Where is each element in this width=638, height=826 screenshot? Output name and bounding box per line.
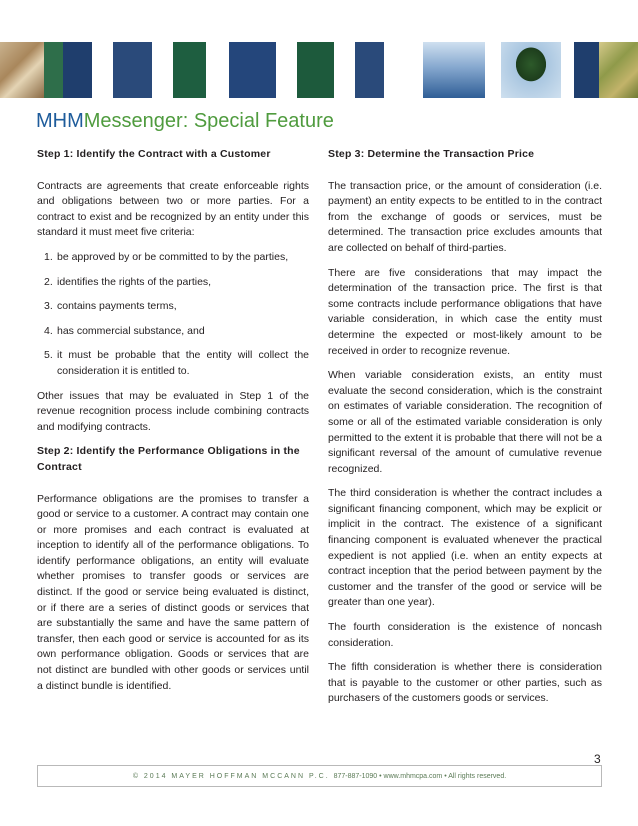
- banner-tile: [574, 42, 599, 98]
- step3-heading: Step 3: Determine the Transaction Price: [328, 148, 535, 160]
- step1-other-issues: Other issues that may be evaluated in Step 1 of the revenue recognition process include combining contracts and modifying contracts.: [37, 389, 309, 433]
- step3-paragraph: The third consideration is whether the contract includes a significant financing component, which may be explicit or implicit in the contract. The existence of a significant financing component is evaluated whenever the practical expedient is not applied (i.e. when an entity expects at contract inception that the period between payment by the customer and the transfer of the good or service will be greater than one year).: [328, 487, 602, 609]
- banner-tile: [63, 42, 92, 98]
- footer: [37, 765, 602, 787]
- banner-tile: [0, 42, 44, 98]
- banner-gap: [485, 42, 500, 98]
- left-column: [37, 147, 309, 694]
- banner-tile: [355, 42, 384, 98]
- step1-heading: Step 1: Identify the Contract with a Customer: [37, 148, 271, 160]
- step3-paragraph: The fifth consideration is whether there is consideration that is payable to the customer or other parties, such as purchasers of the customers goods or services.: [328, 661, 602, 705]
- banner-gap: [92, 42, 113, 98]
- list-item: 5. it must be probable that the entity will collect the consideration it is entitled to.: [44, 349, 309, 377]
- brand-mark: MHM: [36, 110, 84, 132]
- banner-tree-photo: [501, 42, 561, 98]
- list-item: 2. identifies the rights of the parties,: [44, 275, 212, 288]
- banner-tile: [44, 42, 63, 98]
- header-banner: [0, 42, 638, 98]
- banner-tile: [229, 42, 275, 98]
- footer-copyright: © 2014 MAYER HOFFMAN MCCANN P.C.: [132, 772, 330, 780]
- list-item: 1. be approved by or be committed to by the parties,: [44, 250, 289, 263]
- banner-money-photo: [599, 42, 638, 98]
- page-title: [36, 109, 334, 133]
- banner-gap: [206, 42, 229, 98]
- step3-paragraph: The fourth consideration is the existence of noncash consideration.: [328, 621, 602, 649]
- footer-contact: 877-887-1090 • www.mhmcpa.com • All rights reserved.: [333, 772, 507, 780]
- list-item: 3. contains payments terms,: [44, 300, 177, 313]
- title-text: Messenger: Special Feature: [83, 110, 334, 132]
- banner-tile: [297, 42, 334, 98]
- step2-heading: Step 2: Identify the Performance Obligations in the Contract: [37, 445, 300, 473]
- step2-body: Performance obligations are the promises to transfer a good or service to a customer. A contract may contain one or more promises and each contract is evaluated at inception to identify all of the performance obligations. To identify performance obligations, an entity will evaluate whether promises to transfer goods or services are distinct. If the good or service being evaluated is distinct, or if there are a series of distinct goods or services that are substantially the same and have the same pattern of transfer, then each good or service is accounted for as its own performance obligation. Goods or services that are not distinct are bundled with other goods or services until a distinct bundle is identified.: [37, 492, 309, 692]
- step1-intro: Contracts are agreements that create enforceable rights and obligations between two or more parties. For a contract to exist and be recognized by an entity under this standard it must meet five criteria:: [37, 179, 309, 239]
- banner-tile: [113, 42, 152, 98]
- page-number: 3: [594, 752, 601, 766]
- banner-gap: [334, 42, 355, 98]
- banner-gap: [561, 42, 575, 98]
- list-item: 4. has commercial substance, and: [44, 324, 205, 337]
- banner-gap: [276, 42, 297, 98]
- step3-paragraph: The transaction price, or the amount of consideration (i.e. payment) an entity expects to be entitled to in the contract from the exchange of goods or services, must be determined. The transaction price excludes amounts that are collected on behalf of third-parties.: [328, 179, 602, 254]
- step3-paragraph: When variable consideration exists, an entity must evaluate the second consideration, which is the constraint on estimates of variable consideration. The recognition of some or all of the estimated variable consideration is only permitted to the extent it is probable that there will not be a significant reversal of the amount of cumulative revenue recognized.: [328, 369, 602, 475]
- banner-gap: [152, 42, 173, 98]
- right-column: [328, 147, 602, 707]
- banner-tile: [173, 42, 206, 98]
- step3-paragraph: There are five considerations that may impact the determination of the transaction price. The first is that some contracts include performance obligations that have variable consideration, in which case the entity must determine the expected or most-likely amount to be received in order to recognize revenue.: [328, 266, 602, 357]
- criteria-list: [37, 250, 309, 380]
- banner-gap: [384, 42, 423, 98]
- banner-sky-photo: [423, 42, 485, 98]
